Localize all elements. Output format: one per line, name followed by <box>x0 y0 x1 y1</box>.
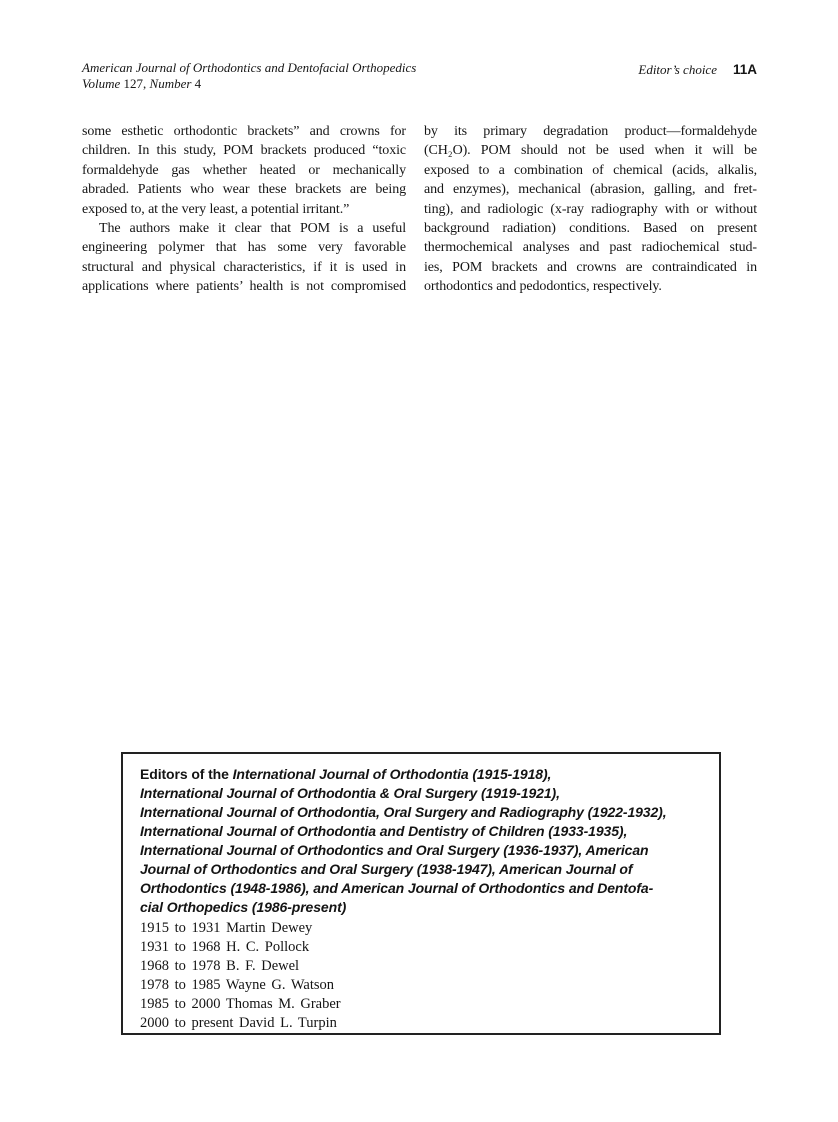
heading-line: International Journal of Orthodontia & Oral Surgery (1919-1921), <box>140 785 560 801</box>
editor-entry: 1968 to 1978 B. F. Dewel <box>140 958 300 974</box>
text-line: ies, POM brackets and crowns are contraindicated in <box>424 259 757 275</box>
text-line: and enzymes), mechanical (abrasion, galling, and fret- <box>424 182 757 198</box>
number-value: 4 <box>194 75 202 91</box>
text-line: thermochemical analyses and past radiochemical stud- <box>424 240 757 256</box>
number-label: Number <box>149 75 192 91</box>
text-line: some esthetic orthodontic brackets” and crowns for <box>82 124 406 139</box>
heading-prefix: Editors of the <box>140 766 233 782</box>
text-line: engineering polymer that has some very favorable <box>82 240 406 256</box>
journal-issue <box>82 76 416 92</box>
volume-value: 127, <box>123 75 147 91</box>
editor-entry: 1978 to 1985 Wayne G. Watson <box>140 977 335 993</box>
paragraph-continuation <box>82 122 406 219</box>
text-line: orthodontics and pedodontics, respectively. <box>424 279 662 295</box>
running-head-right <box>638 60 757 79</box>
journal-title: American Journal of Orthodontics and Dentofacial Orthopedics <box>82 60 417 75</box>
heading-line: International Journal of Orthodontia, Oral Surgery and Radiography (1922-1932), <box>140 804 667 820</box>
volume-label: Volume <box>82 75 121 91</box>
text-line: applications where patients’ health is not compromised <box>82 279 406 295</box>
journal-masthead <box>82 60 416 91</box>
editor-entry: 1915 to 1931 Martin Dewey <box>140 920 313 936</box>
editor-entry: 2000 to present David L. Turpin <box>140 1015 337 1031</box>
editors-box <box>121 752 721 1035</box>
heading-line: Journal of Orthodontics and Oral Surgery (1938-1947), American Journal of <box>140 861 633 877</box>
right-column <box>424 122 757 297</box>
heading-line: Orthodontics (1948-1986), and American Journal of Orthodontics and Dentofa- <box>140 880 654 896</box>
text-line: formaldehyde gas whether heated or mechanically <box>82 162 406 178</box>
text-line: abraded. Patients who wear these brackets are being <box>82 182 406 198</box>
editors-box-heading <box>140 765 703 917</box>
heading-line: International Journal of Orthodontia and Dentistry of Children (1933-1935), <box>140 823 628 839</box>
text-line: (CH₂O). POM should not be used when it will be <box>424 143 757 159</box>
section-name: Editor’s choice <box>638 61 717 77</box>
heading-line <box>140 765 703 784</box>
text-line: children. In this study, POM brackets produced “toxic <box>82 143 406 159</box>
article-body <box>82 122 757 297</box>
editor-entry: 1931 to 1968 H. C. Pollock <box>140 939 310 955</box>
text-line: structural and physical characteristics, if it is used in <box>82 259 406 275</box>
page-number: 11A <box>732 61 757 77</box>
text-line: by its primary degradation product—formaldehyde <box>424 124 757 139</box>
paragraph-continuation <box>424 122 757 297</box>
paragraph <box>82 219 406 297</box>
text-line: background radiation) conditions. Based on present <box>424 221 757 237</box>
editors-list <box>140 919 703 1033</box>
page-header <box>82 60 757 91</box>
left-column <box>82 122 406 297</box>
heading-line: cial Orthopedics (1986-present) <box>140 899 347 915</box>
heading-line: International Journal of Orthodontics and Oral Surgery (1936-1937), American <box>140 842 649 858</box>
editor-entry: 1985 to 2000 Thomas M. Graber <box>140 996 341 1012</box>
text-line: exposed to a combination of chemical (acids, alkalis, <box>424 162 757 178</box>
text-line: ting), and radiologic (x-ray radiography with or without <box>424 201 757 217</box>
journal-name-italic: International Journal of Orthodontia (1915-1918), <box>232 766 552 782</box>
text-line: exposed to, at the very least, a potential irritant.” <box>82 201 350 217</box>
text-line: The authors make it clear that POM is a useful <box>99 221 406 237</box>
